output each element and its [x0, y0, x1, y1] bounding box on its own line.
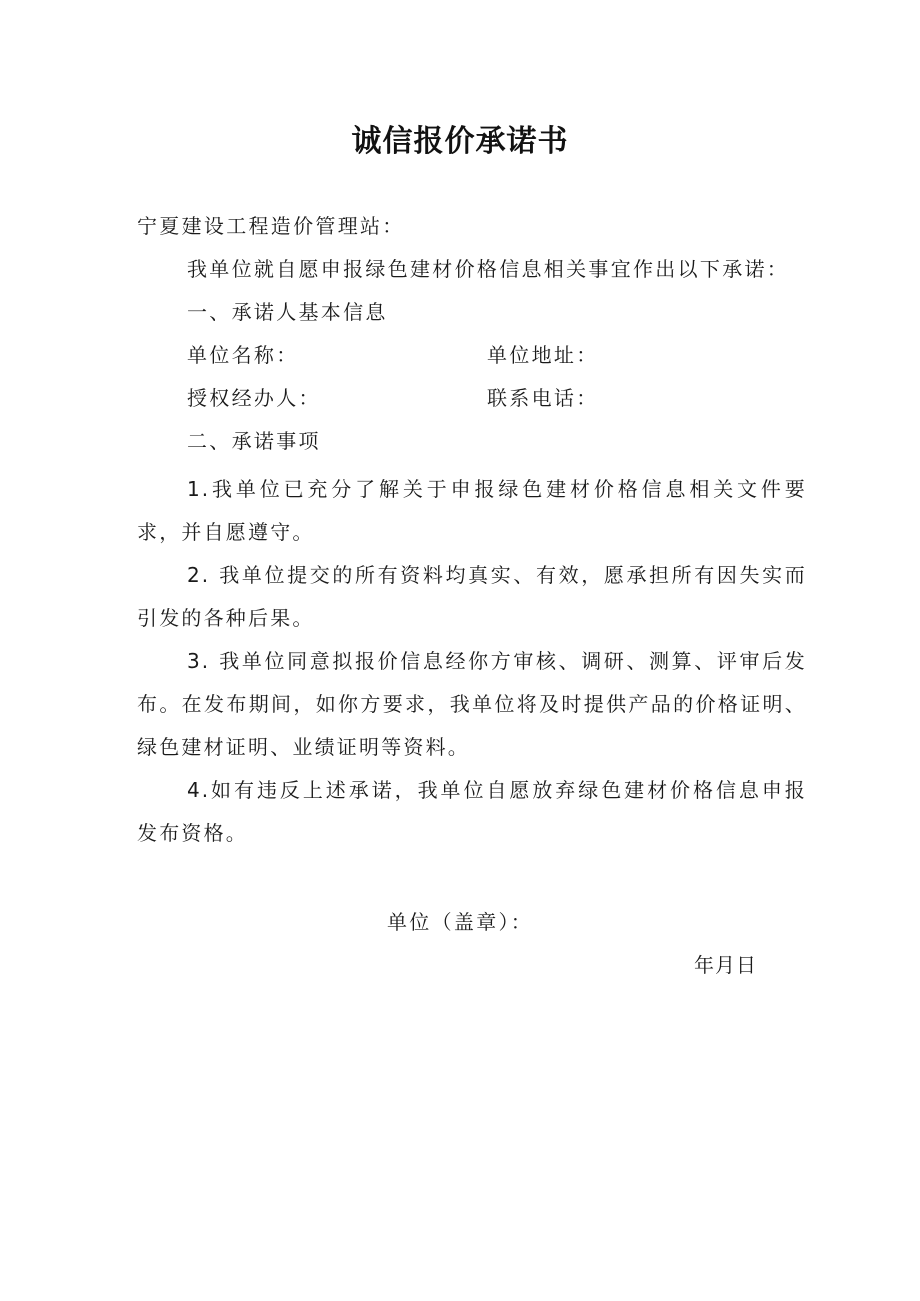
commitment-item-1 [137, 468, 807, 554]
commitment-item-text: . 我单位同意拟报价信息经你方审核、调研、测算、评审后发布。在发布期间，如你方要求，我单位将及时提供产品的价格证明、绿色建材证明、业绩证明等资料。 [137, 649, 807, 759]
seal-label: 单位（盖章）： [387, 910, 534, 934]
commitment-item-2 [137, 554, 807, 640]
unit-address-label: 单位地址： [487, 343, 599, 367]
commitment-item-text: .如有违反上述承诺，我单位自愿放弃绿色建材价格信息申报发布资格。 [137, 778, 807, 845]
contact-phone-label: 联系电话： [487, 386, 599, 410]
date-label: 年月日 [694, 953, 757, 977]
commitment-item-number: 3 [187, 649, 200, 673]
authorized-agent-label: 授权经办人： [187, 386, 321, 410]
commitment-item-number: 4 [187, 778, 200, 802]
commitment-item-text: . 我单位提交的所有资料均真实、有效，愿承担所有因失实而引发的各种后果。 [137, 563, 807, 630]
section-1-heading: 一、承诺人基本信息 [187, 300, 388, 324]
section-2-heading: 二、承诺事项 [187, 429, 321, 453]
addressee: 宁夏建设工程造价管理站： [137, 214, 405, 238]
document-title: 诚信报价承诺书 [351, 124, 569, 159]
unit-name-label: 单位名称： [187, 343, 299, 367]
commitment-item-number: 2 [187, 563, 200, 587]
commitment-item-text: .我单位已充分了解关于申报绿色建材价格信息相关文件要求，并自愿遵守。 [137, 477, 807, 544]
commitment-item-3 [137, 640, 807, 769]
commitment-item-4 [137, 769, 807, 855]
intro-paragraph: 我单位就自愿申报绿色建材价格信息相关事宜作出以下承诺： [187, 257, 790, 281]
commitment-item-number: 1 [187, 477, 200, 501]
